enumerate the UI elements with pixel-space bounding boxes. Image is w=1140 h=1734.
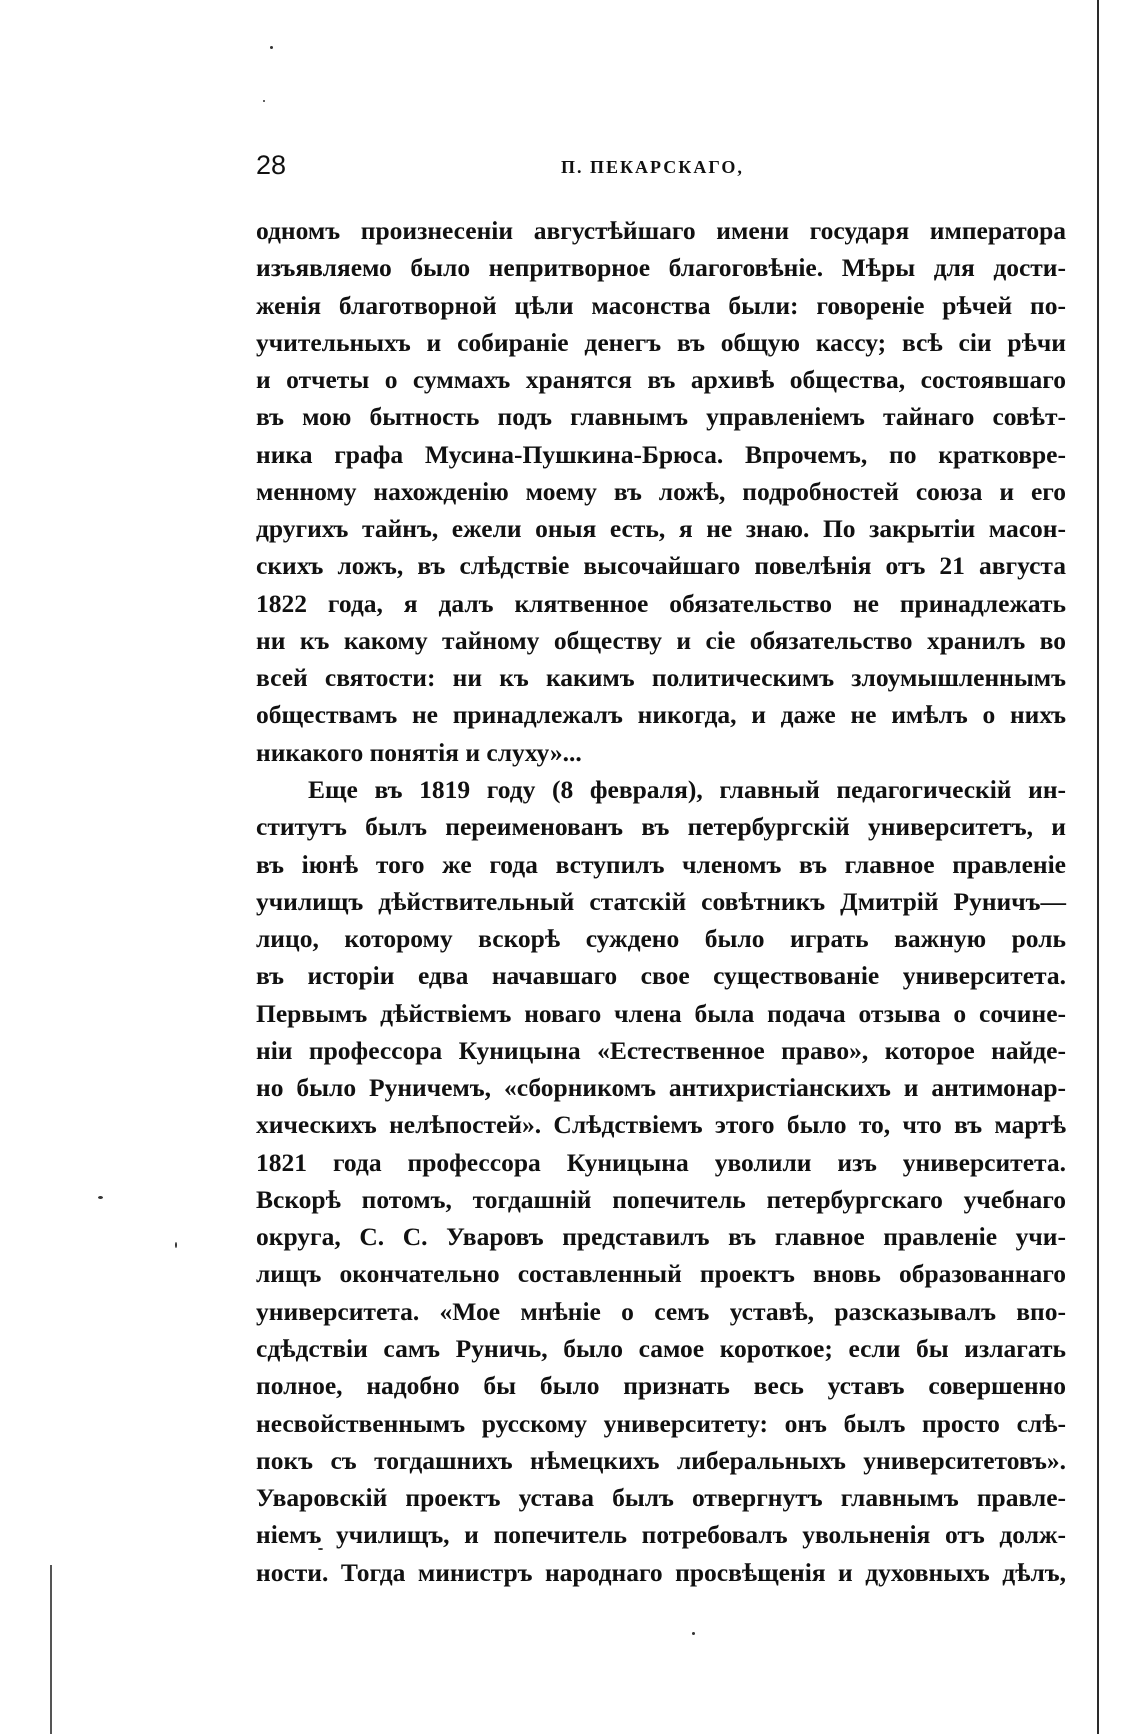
text-line: но было Руничемъ, «сборникомъ антихристіанскихъ и антимонар- [256,1073,1066,1103]
text-line: ніемъ училищъ, и попечитель потребовалъ увольненія отъ долж- [256,1520,1066,1550]
text-line: женія благотворной цѣли масонства были: говореніе рѣчей по- [256,290,1066,320]
scan-speck [175,1242,177,1248]
binding-edge-line [50,1565,52,1734]
text-line: обществамъ не принадлежалъ никогда, и даже не имѣлъ о нихъ [256,700,1066,730]
text-line: лищъ окончательно составленный проектъ вновь образованнаго [256,1259,1066,1289]
page-number: 28 [256,150,287,180]
text-line: лицо, которому вскорѣ суждено было играть важную роль [256,924,1066,954]
scan-speck [263,100,265,102]
text-line: ніи профессора Куницына «Естественное право», которое найде- [256,1035,1066,1065]
text-line: Первымъ дѣйствіемъ новаго члена была подача отзыва о сочине- [256,998,1066,1028]
body-text [256,212,1066,1591]
page-edge-line [1097,0,1099,1734]
scan-speck [98,1196,103,1199]
text-line: 1822 года, я далъ клятвенное обязательство не принадлежать [256,588,1066,618]
text-line: учительныхъ и собираніе денегъ въ общую кассу; всѣ сіи рѣчи [256,327,1066,357]
text-line: 1821 года профессора Куницына уволили изъ университета. [256,1147,1066,1177]
text-line: несвойственнымъ русскому университету: онъ былъ просто слѣ- [256,1408,1066,1438]
text-line: одномъ произнесеніи августѣйшаго имени государя императора [256,216,1066,245]
text-line: Вскорѣ потомъ, тогдашній попечитель петербургскаго учебнаго [256,1184,1066,1214]
text-line: Еще въ 1819 году (8 февраля), главный педагогическій ин- [308,774,1066,804]
text-line: ни къ какому тайному обществу и сіе обязательство хранилъ во [256,625,1066,655]
scan-speck [270,46,273,49]
text-line: училищъ дѣйствительный статскій совѣтникъ Дмитрій Руничъ— [256,886,1066,916]
text-line: сдѣдствіи самъ Руничь, было самое короткое; если бы излагать [256,1333,1066,1363]
text-line: ности. Тогда министръ народнаго просвѣщенія и духовныхъ дѣлъ, [256,1557,1066,1587]
text-line: менному нахожденію моему въ ложѣ, подробностей союза и его [256,476,1066,506]
text-line: изъявляемо было непритворное благоговѣніе. Мѣры для дости- [256,253,1066,283]
text-line: ника графа Мусина-Пушкина-Брюса. Впрочемъ, по кратковре- [256,439,1066,469]
text-line: Уваровскій проектъ устава былъ отвергнутъ главнымъ правле- [256,1483,1066,1513]
text-line: полное, надобно бы было признать весь уставъ совершенно [256,1371,1066,1401]
text-line: и отчеты о суммахъ хранятся въ архивѣ общества, состоявшаго [256,365,1066,395]
text-line: другихъ тайнъ, ежели оныя есть, я не знаю. По закрытіи масон- [256,514,1066,544]
running-head: П. ПЕКАРСКАГО, [561,157,744,177]
text-line: округа, С. С. Уваровъ представилъ въ главное правленіе учи- [256,1222,1066,1252]
scan-speck [692,1632,695,1635]
text-line: университета. «Мое мнѣніе о семъ уставѣ, разсказывалъ впо- [256,1296,1066,1326]
text-line: ститутъ былъ переименованъ въ петербургскій университетъ, и [256,812,1066,842]
text-line: хическихъ нелѣпостей». Слѣдствіемъ этого было то, что въ мартѣ [256,1110,1066,1140]
text-line: въ іюнѣ того же года вступилъ членомъ въ главное правленіе [256,849,1066,879]
text-line: никакого понятія и слуху»... [256,737,582,767]
text-line: въ исторіи едва начавшаго свое существованіе университета. [256,961,1066,991]
page-header [256,148,784,182]
text-line: всей святости: ни къ какимъ политическимъ злоумышленнымъ [256,663,1066,693]
text-line: покъ съ тогдашнихъ нѣмецкихъ либеральныхъ университетовъ». [256,1445,1066,1475]
text-line: въ мою бытность подъ главнымъ управленіемъ тайнаго совѣт- [256,402,1066,432]
text-line: скихъ ложъ, въ слѣдствіе высочайшаго повелѣнія отъ 21 августа [256,551,1066,581]
